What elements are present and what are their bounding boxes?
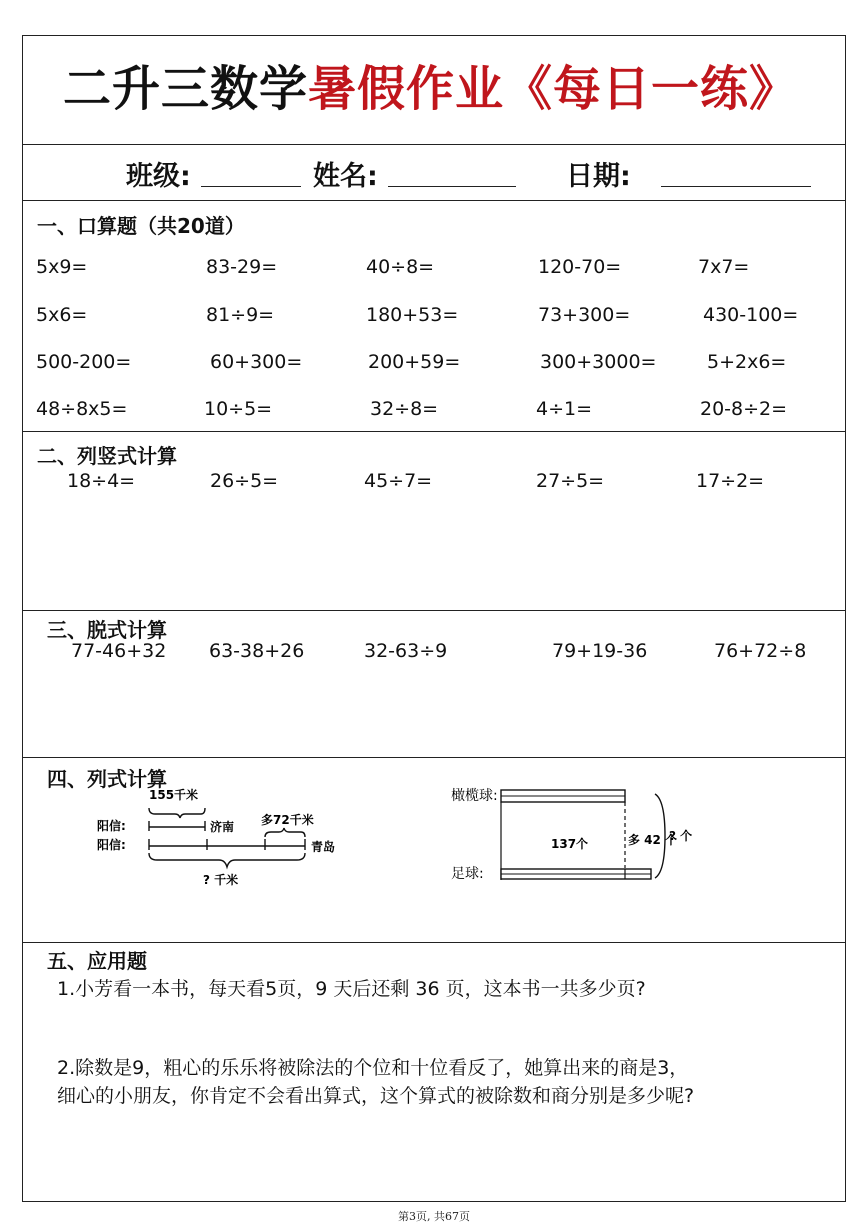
stepwise-problem: 63-38+26: [209, 640, 305, 662]
section-2-heading: 二、列竖式计算: [37, 444, 177, 468]
word-problem-2-line1: 2.除数是9，粗心的乐乐将被除法的个位和十位看反了，她算出来的商是3，: [57, 1057, 689, 1079]
bottom-distance-label: ? 千米: [203, 873, 239, 887]
title-black-part: 二升三数学: [63, 61, 309, 117]
name-label: 姓名:: [313, 161, 378, 192]
row1-label: 阳信:: [97, 819, 126, 833]
vertical-calc-problem: 26÷5=: [210, 470, 279, 492]
divider: [23, 610, 845, 611]
more-distance-label: 多72千米: [261, 813, 314, 827]
section-3-heading: 三、脱式计算: [47, 618, 167, 642]
row1-end-label: 济南: [210, 820, 235, 834]
class-label: 班级:: [126, 161, 191, 192]
problem: 430-100=: [703, 304, 799, 326]
top-brace: [149, 808, 205, 818]
date-field[interactable]: [661, 186, 811, 187]
top-distance-label: 155千米: [149, 788, 199, 802]
stepwise-problem: 76+72÷8: [714, 640, 807, 662]
vertical-calc-problem: 45÷7=: [364, 470, 433, 492]
row2-end-label: 青岛: [311, 840, 336, 854]
more-brace: [265, 828, 305, 837]
ball-comparison-diagram: [443, 780, 733, 892]
name-field[interactable]: [388, 186, 516, 187]
date-label: 日期:: [566, 161, 631, 192]
problem: 4÷1=: [536, 398, 593, 420]
rugby-label: 橄榄球:: [451, 788, 498, 804]
divider: [23, 200, 845, 201]
football-label: 足球:: [451, 866, 484, 882]
problem: 5+2x6=: [707, 351, 787, 373]
row2-label: 阳信:: [97, 838, 126, 852]
word-problem-1: 1.小芳看一本书，每天看5页，9 天后还剩 36 页，这本书一共多少页?: [57, 978, 646, 1000]
word-problem-2-line2: 细心的小朋友，你肯定不会看出算式，这个算式的被除数和商分别是多少呢?: [57, 1085, 695, 1107]
section-1-heading: 一、口算题（共20道）: [37, 214, 245, 238]
total-count-label: ? 个: [669, 829, 693, 843]
problem: 300+3000=: [540, 351, 657, 373]
stepwise-problem: 77-46+32: [71, 640, 167, 662]
problem: 81÷9=: [206, 304, 275, 326]
count-label: 137个: [551, 837, 589, 851]
stepwise-problem: 79+19-36: [552, 640, 648, 662]
problem: 5x6=: [36, 304, 88, 326]
problem: 32÷8=: [370, 398, 439, 420]
distance-diagram: [83, 784, 383, 896]
class-field[interactable]: [201, 186, 301, 187]
title-red-part: 暑假作业《每日一练》: [308, 61, 799, 117]
section-4-heading: 四、列式计算: [47, 767, 167, 791]
problem: 40÷8=: [366, 256, 435, 278]
problem: 7x7=: [698, 256, 750, 278]
vertical-calc-problem: 27÷5=: [536, 470, 605, 492]
problem: 5x9=: [36, 256, 88, 278]
problem: 20-8÷2=: [700, 398, 788, 420]
problem: 180+53=: [366, 304, 459, 326]
problem: 48÷8x5=: [36, 398, 128, 420]
stepwise-problem: 32-63÷9: [364, 640, 448, 662]
vertical-calc-problem: 17÷2=: [696, 470, 765, 492]
divider: [23, 144, 845, 145]
divider: [23, 942, 845, 943]
section-5-heading: 五、应用题: [47, 949, 147, 973]
divider: [23, 431, 845, 432]
bottom-brace: [149, 853, 305, 867]
problem: 200+59=: [368, 351, 461, 373]
page-title: [63, 50, 798, 119]
problem: 83-29=: [206, 256, 278, 278]
vertical-calc-problem: 18÷4=: [67, 470, 136, 492]
worksheet-frame: [22, 35, 846, 1202]
divider: [23, 757, 845, 758]
problem: 60+300=: [210, 351, 303, 373]
page-number: 第3页, 共67页: [398, 1210, 470, 1223]
more-count-label: 多 42 个: [628, 833, 678, 847]
problem: 500-200=: [36, 351, 132, 373]
problem: 73+300=: [538, 304, 631, 326]
problem: 120-70=: [538, 256, 622, 278]
problem: 10÷5=: [204, 398, 273, 420]
